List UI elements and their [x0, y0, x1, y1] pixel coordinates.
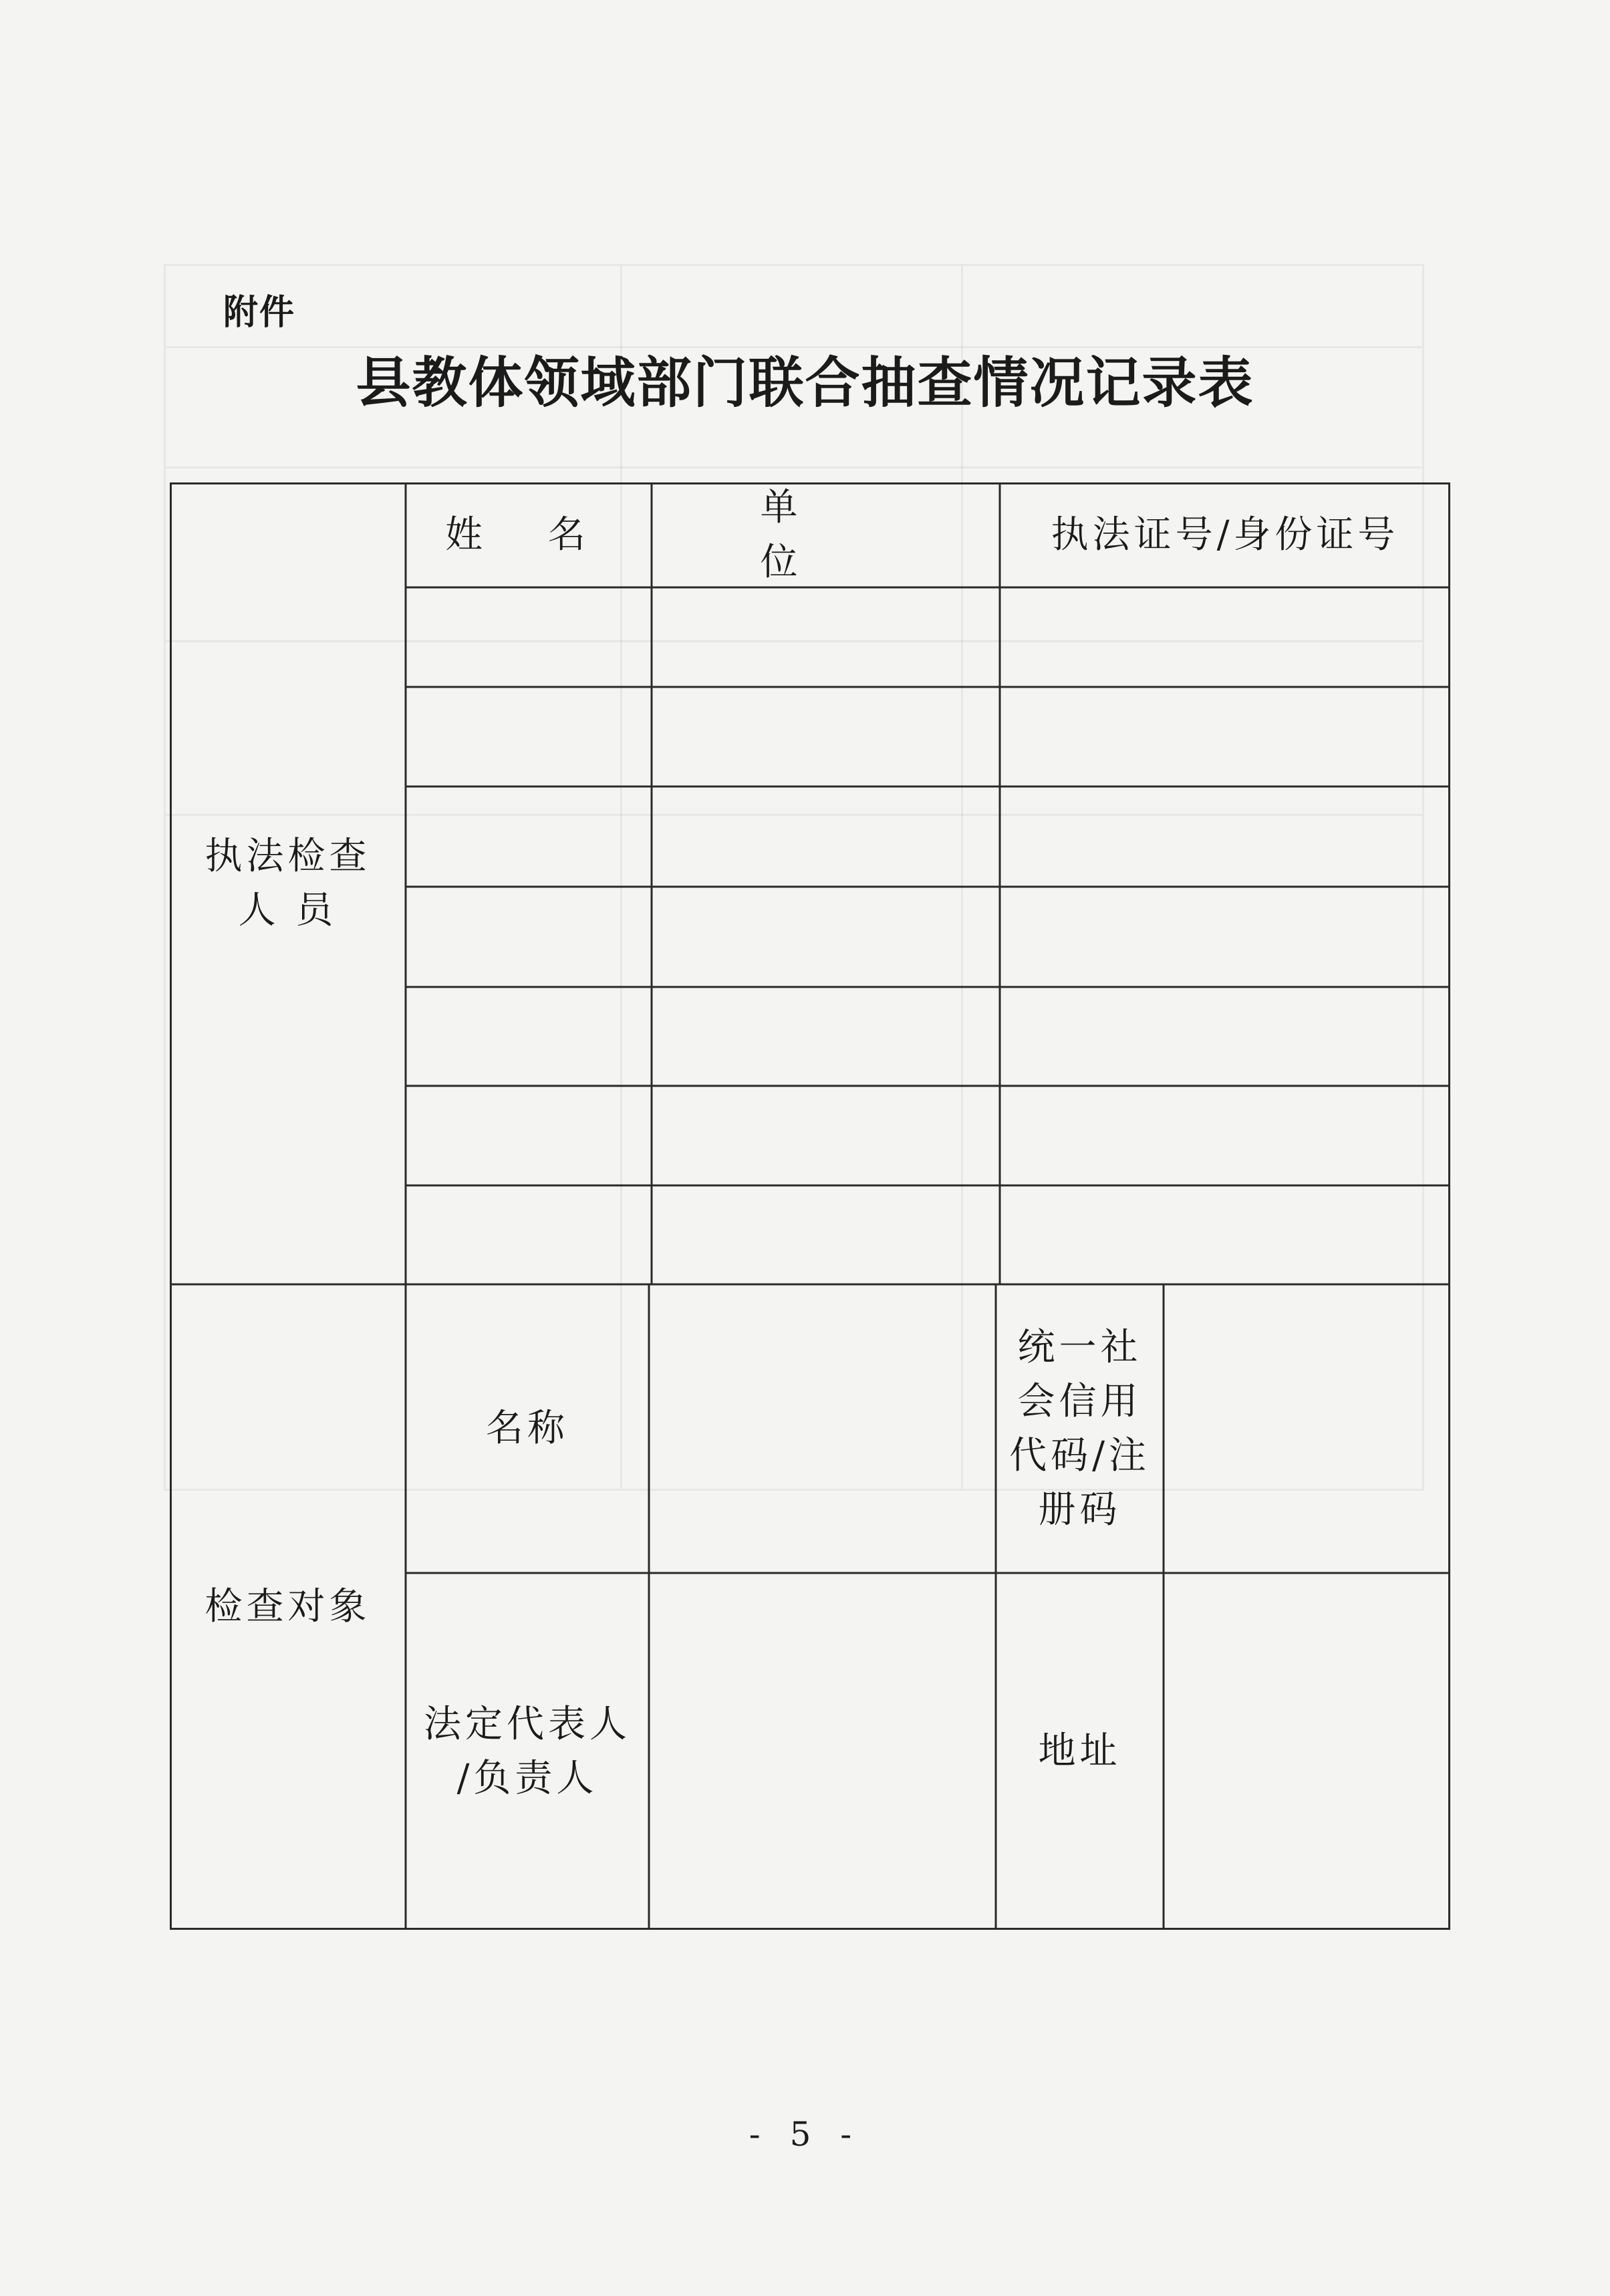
inspector-row-3 — [406, 786, 1450, 887]
page-title: 县教体领域部门联合抽查情况记录表 — [356, 351, 1254, 415]
credit-code-label: 统一社 会信用 代码/注 册码 — [1009, 1325, 1150, 1532]
inspectors-row-header: 执法检查 人 员 — [205, 834, 371, 932]
target-name-label: 名称 — [486, 1407, 569, 1451]
inspector-row-2 — [406, 687, 1450, 786]
address-value — [1164, 1573, 1450, 1930]
column-header-name: 姓 名 — [445, 513, 612, 557]
page-number: - 5 - — [749, 2115, 861, 2154]
target-row-header: 检查对象 — [205, 1585, 371, 1629]
address-label: 地址 — [1038, 1729, 1121, 1773]
inspector-row-1 — [406, 587, 1450, 687]
column-header-unit: 单 位 — [760, 486, 892, 584]
credit-code-value — [1164, 1284, 1450, 1573]
legal-representative-label: 法定代表人 /负责人 — [424, 1702, 631, 1800]
target-name-value — [649, 1284, 996, 1573]
column-header-id-number: 执法证号/身份证号 — [1051, 513, 1399, 557]
inspector-row-4 — [406, 887, 1450, 987]
inspection-record-table — [170, 482, 1450, 1930]
inspector-row-7 — [406, 1185, 1450, 1284]
inspector-row-5 — [406, 987, 1450, 1086]
attachment-label: 附件 — [223, 293, 296, 333]
legal-representative-value — [649, 1573, 996, 1930]
inspector-row-6 — [406, 1086, 1450, 1185]
